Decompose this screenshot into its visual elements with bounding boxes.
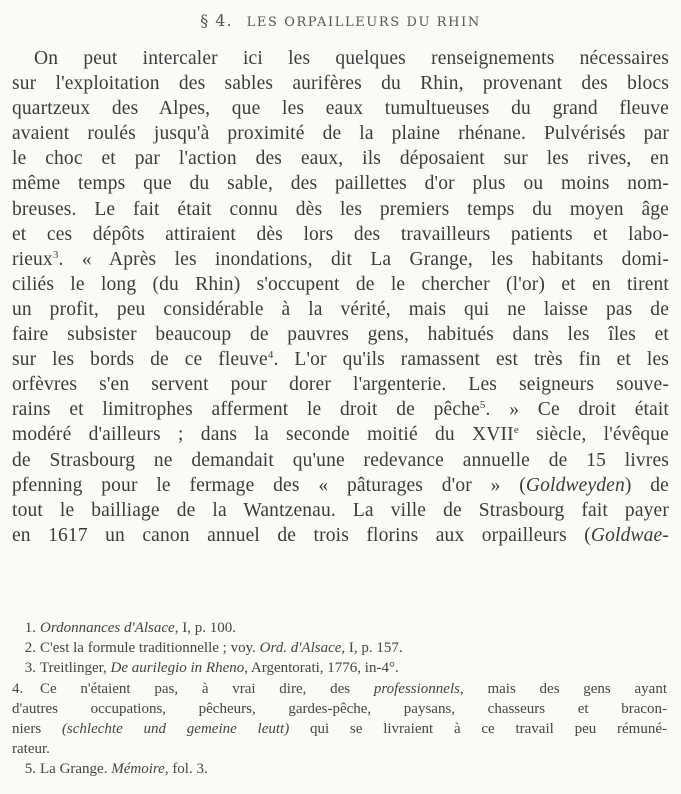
footnote-2: 2. C'est la formule traditionnelle ; voy. Ord. d'Alsace, I, p. 157. (24, 640, 403, 657)
body-line: tout le bailliage de la Wantzenau. La ville de Strasbourg fait payer (12, 499, 669, 521)
section-number: § 4. (200, 11, 233, 30)
body-line: en 1617 un canon annuel de trois florins aux orpailleurs (Goldwae- (12, 524, 669, 546)
footnote-3: 3. Treitlinger, De aurilegio in Rheno, Argentorati, 1776, in-4°. (24, 660, 399, 677)
body-line: et ces dépôts attiraient dès lors des travailleurs patients et labo- (12, 223, 669, 245)
footnote-4-line-2: d'autres occupations, pêcheurs, gardes-pêche, paysans, chasseurs et bracon- (12, 700, 667, 717)
body-line: quartzeux des Alpes, que les eaux tumultueuses du grand fleuve (12, 98, 669, 120)
body-line: le choc et par l'action des eaux, ils déposaient sur les rives, en (12, 148, 669, 170)
body-line: rieux$^3$. « Après les inondations, dit La Grange, les habitants domi- (12, 248, 669, 270)
body-line: rains et limitrophes afferment le droit de pêche$^5$. » Ce droit était (12, 399, 670, 421)
body-line: de Strasbourg ne demandait qu'une redevance annuelle de 15 livres (12, 449, 669, 471)
body-line: ciliés le long (du Rhin) s'occupent de le chercher (l'or) et en tirent (12, 273, 669, 295)
body-line: breuses. Le fait était connu dès les premiers temps du moyen âge (12, 198, 669, 220)
section-title: LES ORPAILLEURS DU RHIN (246, 15, 481, 30)
body-line: sur l'exploitation des sables aurifères du Rhin, provenant des blocs (12, 73, 669, 95)
body-line: pfenning pour le fermage des « pâturages d'or » (Goldweyden) de (12, 474, 669, 496)
body-line: orfèvres s'en servent pour dorer l'argenterie. Les seigneurs souve- (12, 374, 669, 396)
footnote-1: 1. Ordonnances d'Alsace, I, p. 100. (24, 620, 236, 636)
footnotes (12, 618, 667, 780)
body-paragraph (12, 46, 669, 548)
body-line: faire subsister beaucoup de pauvres gens, habitués dans les îles et (12, 324, 669, 346)
body-line: On peut intercaler ici les quelques renseignements nécessaires (34, 48, 669, 69)
footnote-4-line-3: niers (schlechte und gemeine leutt) qui se livraient à ce travail peu rémuné- (12, 721, 667, 738)
body-line: avaient roulés jusqu'à proximité de la plaine rhénane. Pulvérisés par (12, 123, 669, 145)
body-line: un profit, peu considérable à la vérité, mais qui ne laisse pas de (12, 298, 669, 320)
footnote-4-line-4: rateur. (12, 741, 50, 758)
footnote-4: 4. Ce n'étaient pas, à vrai dire, des professionnels, mais des gens ayant (12, 680, 667, 697)
body-line: même temps que du sable, des paillettes d'or plus ou moins nom- (12, 173, 669, 195)
footnote-5: 5. La Grange. Mémoire, fol. 3. (24, 761, 208, 778)
section-heading (12, 10, 669, 32)
body-line: modéré d'ailleurs ; dans la seconde moitié du XVIIe siècle, l'évêque (12, 424, 669, 446)
body-line: sur les bords de ce fleuve$^4$. L'or qu'ils ramassent est très fin et les (12, 349, 669, 371)
